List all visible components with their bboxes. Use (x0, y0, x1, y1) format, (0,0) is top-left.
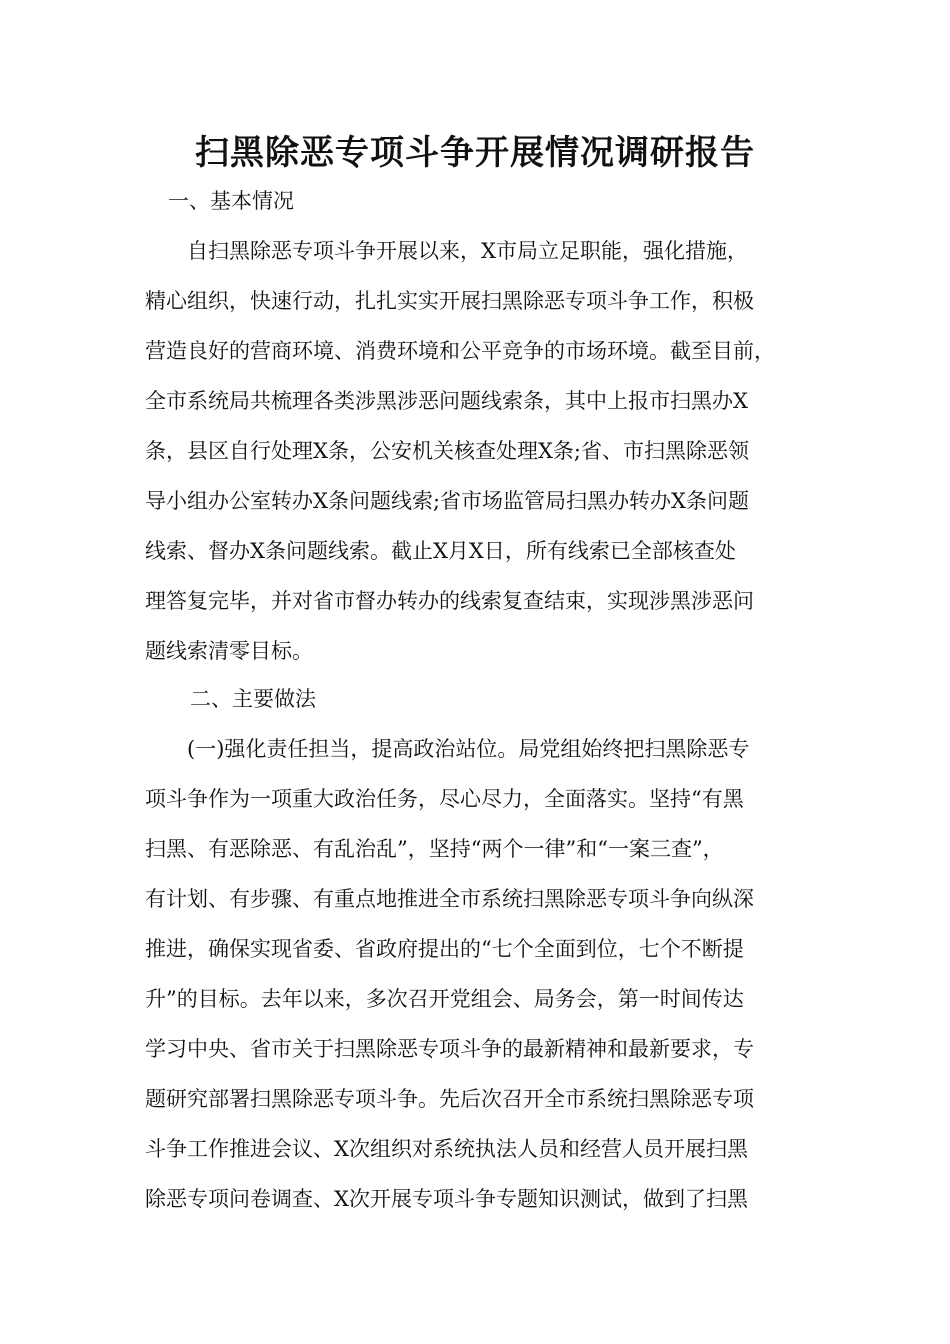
paragraph-line: 项斗争作为一项重大政治任务，尽心尽力，全面落实。坚持“有黑 (145, 787, 744, 811)
section-heading-main-practices: 二、主要做法 (190, 687, 316, 711)
paragraph-line: 线索、督办X条问题线索。截止X月X日，所有线索已全部核查处 (145, 539, 736, 563)
paragraph-line: 学习中央、省市关于扫黑除恶专项斗争的最新精神和最新要求，专 (145, 1037, 754, 1061)
paragraph-line: 升”的目标。去年以来，多次召开党组会、局务会，第一时间传达 (145, 987, 744, 1011)
paragraph-line: 推进，确保实现省委、省政府提出的“七个全面到位，七个不断提 (145, 937, 744, 961)
paragraph-line: 导小组办公室转办X条问题线索;省市场监管局扫黑办转办X条问题 (145, 489, 749, 513)
paragraph-line: 理答复完毕，并对省市督办转办的线索复查结束，实现涉黑涉恶问 (145, 589, 754, 613)
paragraph-line: 扫黑、有恶除恶、有乱治乱”，坚持“两个一律”和“一案三查”， (145, 837, 724, 861)
paragraph-line: 有计划、有步骤、有重点地推进全市系统扫黑除恶专项斗争向纵深 (145, 887, 754, 911)
paragraph-line: 全市系统局共梳理各类涉黑涉恶问题线索条，其中上报市扫黑办X (145, 389, 748, 413)
paragraph-line: 自扫黑除恶专项斗争开展以来，X市局立足职能，强化措施， (145, 239, 748, 263)
paragraph-line: (一)强化责任担当，提高政治站位。局党组始终把扫黑除恶专 (145, 737, 750, 761)
paragraph-line: 精心组织，快速行动，扎扎实实开展扫黑除恶专项斗争工作，积极 (145, 289, 754, 313)
document-title: 扫黑除恶专项斗争开展情况调研报告 (195, 133, 755, 173)
paragraph-line: 除恶专项问卷调查、X次开展专项斗争专题知识测试，做到了扫黑 (145, 1187, 748, 1211)
paragraph-line: 营造良好的营商环境、消费环境和公平竞争的市场环境。截至目前， (145, 339, 775, 363)
paragraph-line: 条，县区自行处理X条，公安机关核查处理X条;省、市扫黑除恶领 (145, 439, 749, 463)
paragraph-line: 题研究部署扫黑除恶专项斗争。先后次召开全市系统扫黑除恶专项 (145, 1087, 754, 1111)
paragraph-line: 题线索清零目标。 (145, 639, 313, 663)
section-heading-basic-situation: 一、基本情况 (168, 189, 294, 213)
paragraph-line: 斗争工作推进会议、X次组织对系统执法人员和经营人员开展扫黑 (145, 1137, 748, 1161)
